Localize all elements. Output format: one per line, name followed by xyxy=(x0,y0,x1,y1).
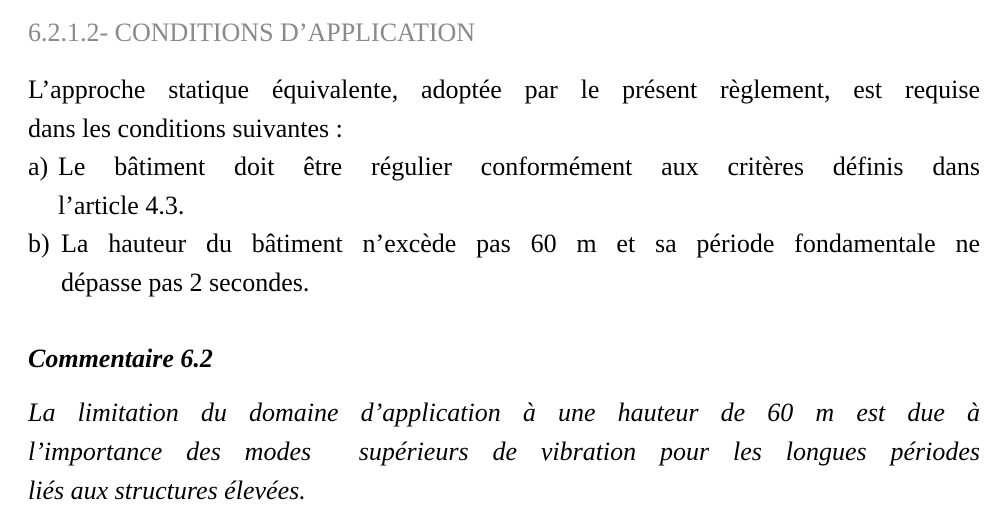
intro-text-1: L’approche statique équivalente, adoptée par le présent règlement, est requise xyxy=(28,75,980,104)
commentary-line-3: liés aux structures élevées. xyxy=(28,476,306,505)
list-item-b-text-1: La hauteur du bâtiment n’excède pas 60 m et sa période fondamentale ne xyxy=(61,229,980,258)
list-item-a-text-1: Le bâtiment doit être régulier conformément aux critères définis dans xyxy=(58,152,980,181)
list-item-a-line-1 xyxy=(58,147,980,186)
commentary-title: Commentaire 6.2 xyxy=(28,344,213,373)
list-item-marker-b: b) xyxy=(28,229,50,258)
intro-line-2: dans les conditions suivantes : xyxy=(28,114,343,143)
list-item-b-line-1 xyxy=(61,224,980,263)
commentary-line-1 xyxy=(28,393,980,432)
commentary-line-2 xyxy=(28,432,980,471)
commentary-text-2: l’importance des modes supérieurs de vibration pour les longues périodes xyxy=(28,437,980,466)
list-item-a-line-2: l’article 4.3. xyxy=(58,191,185,220)
list-item-b-line-2: dépasse pas 2 secondes. xyxy=(61,268,310,297)
list-item-marker-a: a) xyxy=(28,152,49,181)
intro-line-1 xyxy=(28,70,980,109)
section-heading: 6.2.1.2- CONDITIONS D’APPLICATION xyxy=(28,18,476,47)
commentary-text-1: La limitation du domaine d’application à une hauteur de 60 m est due à xyxy=(28,398,980,427)
